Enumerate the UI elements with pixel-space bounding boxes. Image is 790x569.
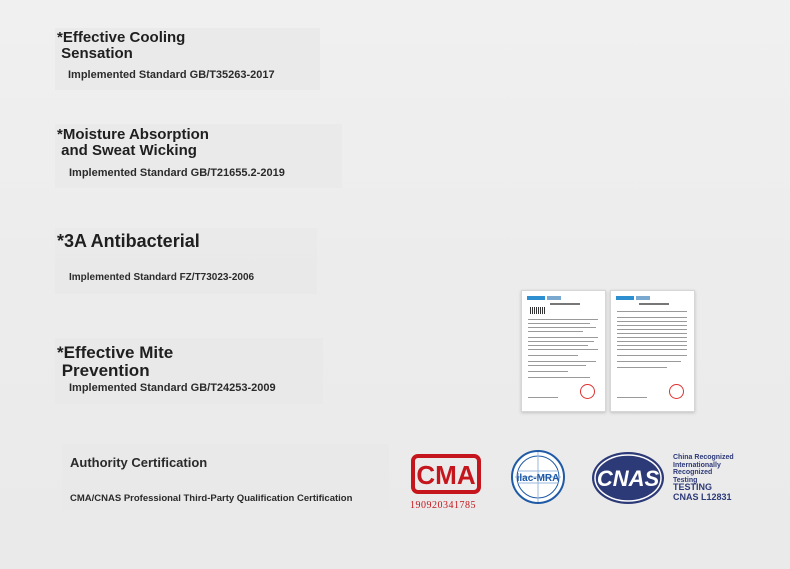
feature-title-line2: and Sweat Wicking (57, 141, 197, 159)
cnas-testing-label: TESTING (673, 482, 713, 492)
cnas-testing-block (673, 482, 732, 503)
cnas-side-line4: Testing (673, 477, 698, 485)
cnas-logo (590, 450, 666, 506)
feature-title-line1: *Effective Mite (57, 343, 174, 362)
feature-title-line2: Prevention (57, 360, 150, 380)
red-seal-stamp (580, 384, 595, 399)
certification-title: Authority Certification (70, 455, 208, 470)
feature-title-line1: *Effective Cooling (57, 29, 186, 46)
feature-title-line1: *3A Antibacterial (57, 231, 200, 251)
feature-title-line1: *Moisture Absorption (57, 126, 209, 143)
feature-standard-cooling: Implemented Standard GB/T35263-2017 (68, 69, 275, 81)
cnas-side-line2: Internationally (673, 461, 721, 469)
ilac-logo-text: ilac-MRA (516, 473, 560, 484)
feature-title-mite (57, 344, 173, 380)
feature-title-antibacterial (57, 232, 200, 251)
ilac-mra-logo (510, 449, 566, 505)
cma-number: 190920341785 (410, 500, 476, 511)
test-report-document-2 (610, 290, 695, 412)
cnas-code: CNAS L12831 (673, 492, 732, 503)
cnas-side-line1: China Recognized (673, 454, 734, 461)
test-report-document-1 (521, 290, 606, 412)
feature-title-line2: Sensation (57, 44, 133, 62)
feature-title-cooling (57, 30, 185, 62)
certification-subtitle: CMA/CNAS Professional Third-Party Qualification Certification (70, 493, 353, 504)
feature-standard-antibacterial: Implemented Standard FZ/T73023-2006 (69, 272, 255, 283)
cma-logo-text: CMA (416, 460, 476, 490)
feature-standard-moisture: Implemented Standard GB/T21655.2-2019 (69, 167, 285, 179)
feature-title-moisture (57, 127, 209, 159)
cnas-recognition-text (673, 454, 734, 485)
cnas-logo-text: CNAS (596, 466, 660, 491)
cnas-side-line3: Recognized (673, 469, 713, 477)
feature-standard-mite: Implemented Standard GB/T24253-2009 (69, 382, 276, 394)
red-seal-stamp (669, 384, 684, 399)
cma-logo (411, 453, 481, 497)
